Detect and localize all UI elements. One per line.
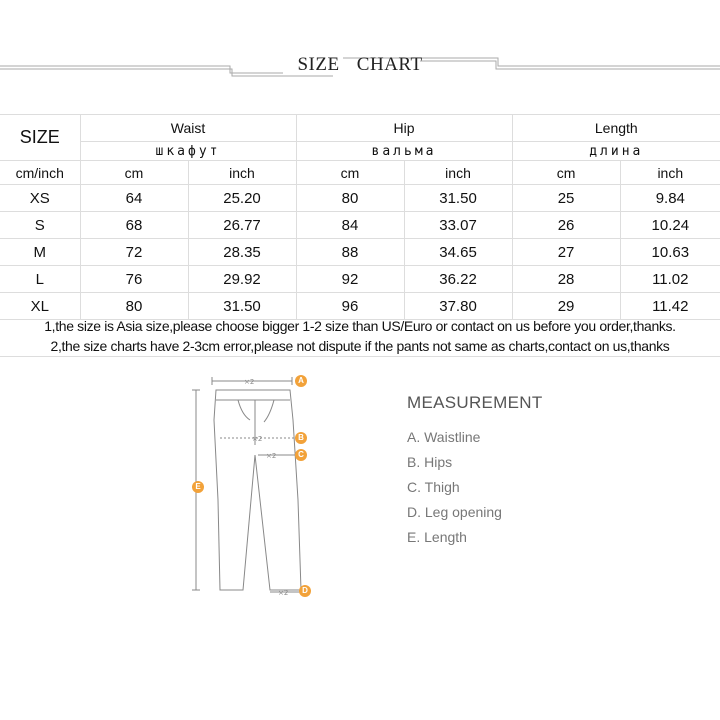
value-cell: 28.35 — [188, 239, 296, 266]
marker-b: B — [295, 432, 307, 444]
title-size: SIZE — [297, 54, 340, 75]
value-cell: 96 — [296, 293, 404, 320]
value-cell: 92 — [296, 266, 404, 293]
value-cell: 31.50 — [188, 293, 296, 320]
table-row — [0, 239, 720, 266]
value-cell: 34.65 — [404, 239, 512, 266]
marker-d: D — [299, 585, 311, 597]
value-cell: 25.20 — [188, 185, 296, 212]
value-cell: 76 — [80, 266, 188, 293]
value-cell: 11.02 — [620, 266, 720, 293]
unit-cell: cm — [296, 161, 404, 185]
value-cell: 80 — [296, 185, 404, 212]
notes — [0, 316, 720, 357]
value-cell: 27 — [512, 239, 620, 266]
measurement-item: C. Thigh — [407, 479, 460, 495]
value-cell: 11.42 — [620, 293, 720, 320]
value-cell: 68 — [80, 212, 188, 239]
length-header: Length — [512, 115, 720, 142]
waist-ru: шкафут — [80, 142, 296, 161]
table-row — [0, 266, 720, 293]
measurement-item: B. Hips — [407, 454, 453, 470]
measurement-item: D. Leg opening — [407, 504, 502, 520]
length-ru: длина — [512, 142, 720, 161]
size-header: SIZE — [0, 115, 80, 161]
waist-multiplier: ×2 — [244, 378, 255, 386]
value-cell: 80 — [80, 293, 188, 320]
marker-a: A — [295, 375, 307, 387]
unit-cell: inch — [404, 161, 512, 185]
hip-header: Hip — [296, 115, 512, 142]
thigh-multiplier: ×2 — [266, 452, 277, 460]
header-decoration — [0, 0, 720, 100]
value-cell: 10.24 — [620, 212, 720, 239]
unit-cell: inch — [620, 161, 720, 185]
value-cell: 72 — [80, 239, 188, 266]
note-line: 1,the size is Asia size,please choose bigger 1-2 size than US/Euro or contact on us before you order,thanks. — [44, 318, 676, 334]
unit-cell: cm — [512, 161, 620, 185]
value-cell: 64 — [80, 185, 188, 212]
pants-diagram — [180, 360, 330, 610]
hip-multiplier: ×2 — [252, 435, 263, 443]
value-cell: 26.77 — [188, 212, 296, 239]
value-cell: 26 — [512, 212, 620, 239]
value-cell: 36.22 — [404, 266, 512, 293]
unit-label: cm/inch — [0, 161, 80, 185]
value-cell: 10.63 — [620, 239, 720, 266]
marker-c: C — [295, 449, 307, 461]
waist-header: Waist — [80, 115, 296, 142]
marker-e: E — [192, 481, 204, 493]
note-line: 2,the size charts have 2-3cm error,please not dispute if the pants not same as charts,contact on us,thanks — [50, 338, 670, 354]
value-cell: 84 — [296, 212, 404, 239]
size-cell: XL — [0, 293, 80, 320]
value-cell: 31.50 — [404, 185, 512, 212]
unit-cell: inch — [188, 161, 296, 185]
measurement-item: E. Length — [407, 529, 467, 545]
hip-ru: вальма — [296, 142, 512, 161]
size-cell: L — [0, 266, 80, 293]
header — [0, 0, 720, 100]
value-cell: 33.07 — [404, 212, 512, 239]
measurement-title: MEASUREMENT — [407, 393, 543, 412]
measurement-item: A. Waistline — [407, 429, 481, 445]
value-cell: 28 — [512, 266, 620, 293]
size-table — [0, 114, 720, 320]
table-row — [0, 212, 720, 239]
unit-cell: cm — [80, 161, 188, 185]
title-chart: CHART — [356, 54, 423, 75]
measurement-legend — [407, 393, 687, 554]
page-title — [0, 54, 720, 76]
value-cell: 9.84 — [620, 185, 720, 212]
leg-multiplier: ×2 — [278, 589, 289, 597]
value-cell: 29 — [512, 293, 620, 320]
value-cell: 25 — [512, 185, 620, 212]
table-row — [0, 185, 720, 212]
value-cell: 37.80 — [404, 293, 512, 320]
size-cell: M — [0, 239, 80, 266]
value-cell: 88 — [296, 239, 404, 266]
value-cell: 29.92 — [188, 266, 296, 293]
size-cell: S — [0, 212, 80, 239]
size-cell: XS — [0, 185, 80, 212]
